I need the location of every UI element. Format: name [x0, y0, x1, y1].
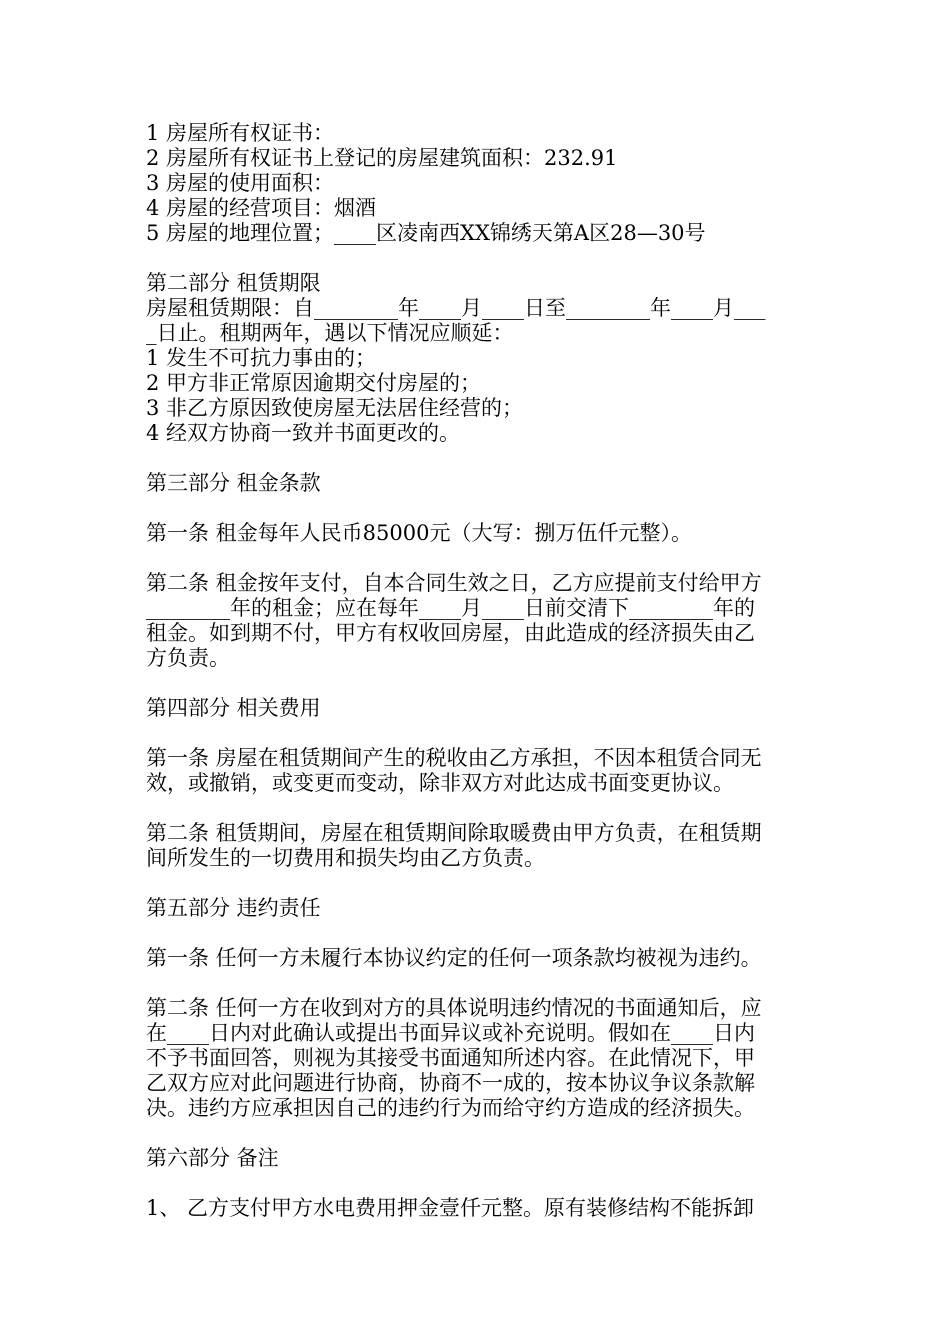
extension-item: 2 甲方非正常原因逾期交付房屋的；	[146, 371, 482, 395]
fees-clause-1-line: 第一条 房屋在租赁期间产生的税收由乙方承担，不因本租赁合同无	[146, 746, 762, 770]
part4-heading: 第四部分 相关费用	[146, 696, 321, 720]
spacer	[146, 921, 812, 946]
spacer	[146, 671, 812, 696]
spacer	[146, 971, 812, 996]
remark-item-1: 1、 乙方支付甲方水电费用押金壹仟元整。原有装修结构不能拆卸	[146, 1196, 755, 1220]
spacer	[146, 246, 812, 271]
breach-clause-2-line: 在____日内对此确认或提出书面异议或补充说明。假如在____日内	[146, 1021, 755, 1045]
spacer	[146, 796, 812, 821]
spacer	[146, 446, 812, 471]
spacer	[146, 871, 812, 896]
extension-item: 1 发生不可抗力事由的；	[146, 346, 377, 370]
part1-item: 1 房屋所有权证书：	[146, 121, 335, 145]
breach-clause-2-line: 不予书面回答，则视为其接受书面通知所述内容。在此情况下，甲	[146, 1046, 755, 1070]
rent-clause-1: 第一条 租金每年人民币85000元（大写：捌万伍仟元整）。	[146, 521, 692, 545]
rent-clause-2-line: 租金。如到期不付，甲方有权收回房屋，由此造成的经济损失由乙	[146, 621, 755, 645]
rent-clause-2-line: 方负责。	[146, 646, 230, 670]
spacer	[146, 721, 812, 746]
rent-clause-2-line: 第二条 租金按年支付，自本合同生效之日，乙方应提前支付给甲方	[146, 571, 762, 595]
part1-item: 5 房屋的地理位置；____区凌南西XX锦绣天第A区28—30号	[146, 221, 706, 245]
document-page	[146, 121, 812, 1221]
part1-item: 2 房屋所有权证书上登记的房屋建筑面积：232.91	[146, 146, 618, 170]
fees-clause-1-line: 效，或撤销，或变更而变动，除非双方对此达成书面变更协议。	[146, 771, 734, 795]
breach-clause-2-line: 乙双方应对此问题进行协商，协商不一成的，按本协议争议条款解	[146, 1071, 755, 1095]
part5-heading: 第五部分 违约责任	[146, 896, 321, 920]
spacer	[146, 1171, 812, 1196]
part1-item: 3 房屋的使用面积：	[146, 171, 335, 195]
breach-clause-2-line: 决。违约方应承担因自己的违约行为而给守约方造成的经济损失。	[146, 1096, 755, 1120]
part3-heading: 第三部分 租金条款	[146, 471, 321, 495]
fees-clause-2-line: 第二条 租赁期间，房屋在租赁期间除取暖费由甲方负责，在租赁期	[146, 821, 762, 845]
lease-term-line-2: _日止。租期两年，遇以下情况应顺延：	[146, 321, 514, 345]
part6-heading: 第六部分 备注	[146, 1146, 279, 1170]
breach-clause-1: 第一条 任何一方未履行本协议约定的任何一项条款均被视为违约。	[146, 946, 762, 970]
breach-clause-2-line: 第二条 任何一方在收到对方的具体说明违约情况的书面通知后，应	[146, 996, 762, 1020]
lease-term-line-1: 房屋租赁期限：自________年____月____日至________年____月___	[146, 296, 766, 320]
part2-heading: 第二部分 租赁期限	[146, 271, 321, 295]
spacer	[146, 546, 812, 571]
spacer	[146, 496, 812, 521]
spacer	[146, 1121, 812, 1146]
extension-item: 3 非乙方原因致使房屋无法居住经营的；	[146, 396, 524, 420]
fees-clause-2-line: 间所发生的一切费用和损失均由乙方负责。	[146, 846, 545, 870]
rent-clause-2-line: ________年的租金；应在每年____月____日前交清下________年的	[146, 596, 755, 620]
part1-item: 4 房屋的经营项目：烟酒	[146, 196, 377, 220]
extension-item: 4 经双方协商一致并书面更改的。	[146, 421, 461, 445]
